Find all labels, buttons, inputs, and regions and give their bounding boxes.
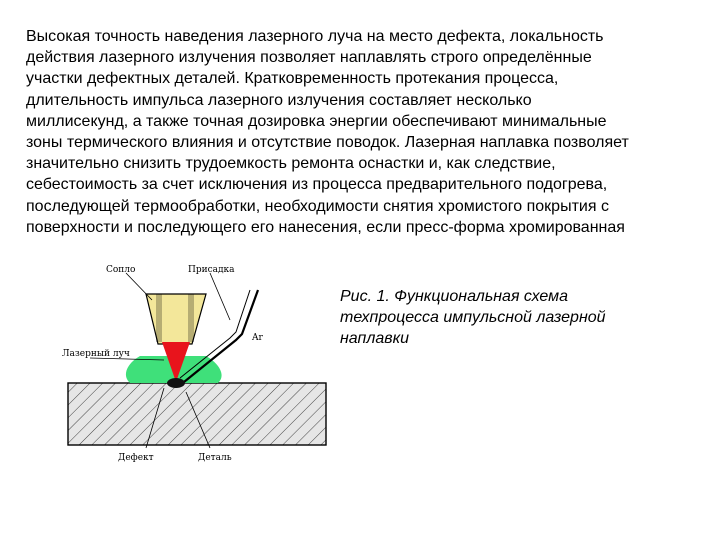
laser-beam-label: Лазерный луч (62, 349, 130, 359)
figure-caption (340, 286, 660, 349)
caption-line: наплавки (340, 330, 410, 347)
body-line: участки дефектных деталей. Кратковременность протекания процесса, (26, 70, 559, 88)
defect-label: Дефект (118, 453, 154, 463)
caption-line: техпроцесса импульсной лазерной (340, 309, 606, 326)
body-line: зоны термического влияния и отсутствие поводок. Лазерная наплавка позволяет (26, 134, 629, 152)
laser-cladding-diagram (60, 260, 330, 510)
part-label: Деталь (198, 453, 232, 463)
filler-wire-label: Присадка (188, 265, 235, 275)
body-line: миллисекунд, а также точная дозировка энергии обеспечивают минимальные (26, 112, 607, 130)
nozzle-leader (126, 273, 152, 300)
body-line: действия лазерного излучения позволяет наплавлять строго определённые (26, 49, 592, 67)
nozzle-right-wall (188, 294, 194, 342)
filler-leader (210, 273, 230, 320)
body-line: длительность импульса лазерного излучения составляет несколько (26, 91, 532, 109)
body-line: поверхности и последующего его нанесения, если пресс-форма хромированная (26, 218, 625, 236)
nozzle (146, 294, 206, 344)
weld-spot (167, 378, 185, 388)
nozzle-left-wall (156, 294, 162, 342)
body-paragraph (26, 26, 716, 238)
caption-line: Рис. 1. Функциональная схема (340, 288, 568, 305)
gas-label: Ar (252, 333, 263, 343)
workpiece-hatch (68, 383, 326, 445)
nozzle-label: Сопло (106, 265, 136, 275)
body-line: себестоимость за счет исключения из процесса предварительного подогрева, (26, 176, 608, 194)
body-line: значительно снизить трудоемкость ремонта оснастки и, как следствие, (26, 155, 556, 173)
body-line: последующей термообработки, необходимости снятия хромистого покрытия с (26, 197, 609, 215)
body-line: Высокая точность наведения лазерного луча на место дефекта, локальность (26, 28, 604, 45)
